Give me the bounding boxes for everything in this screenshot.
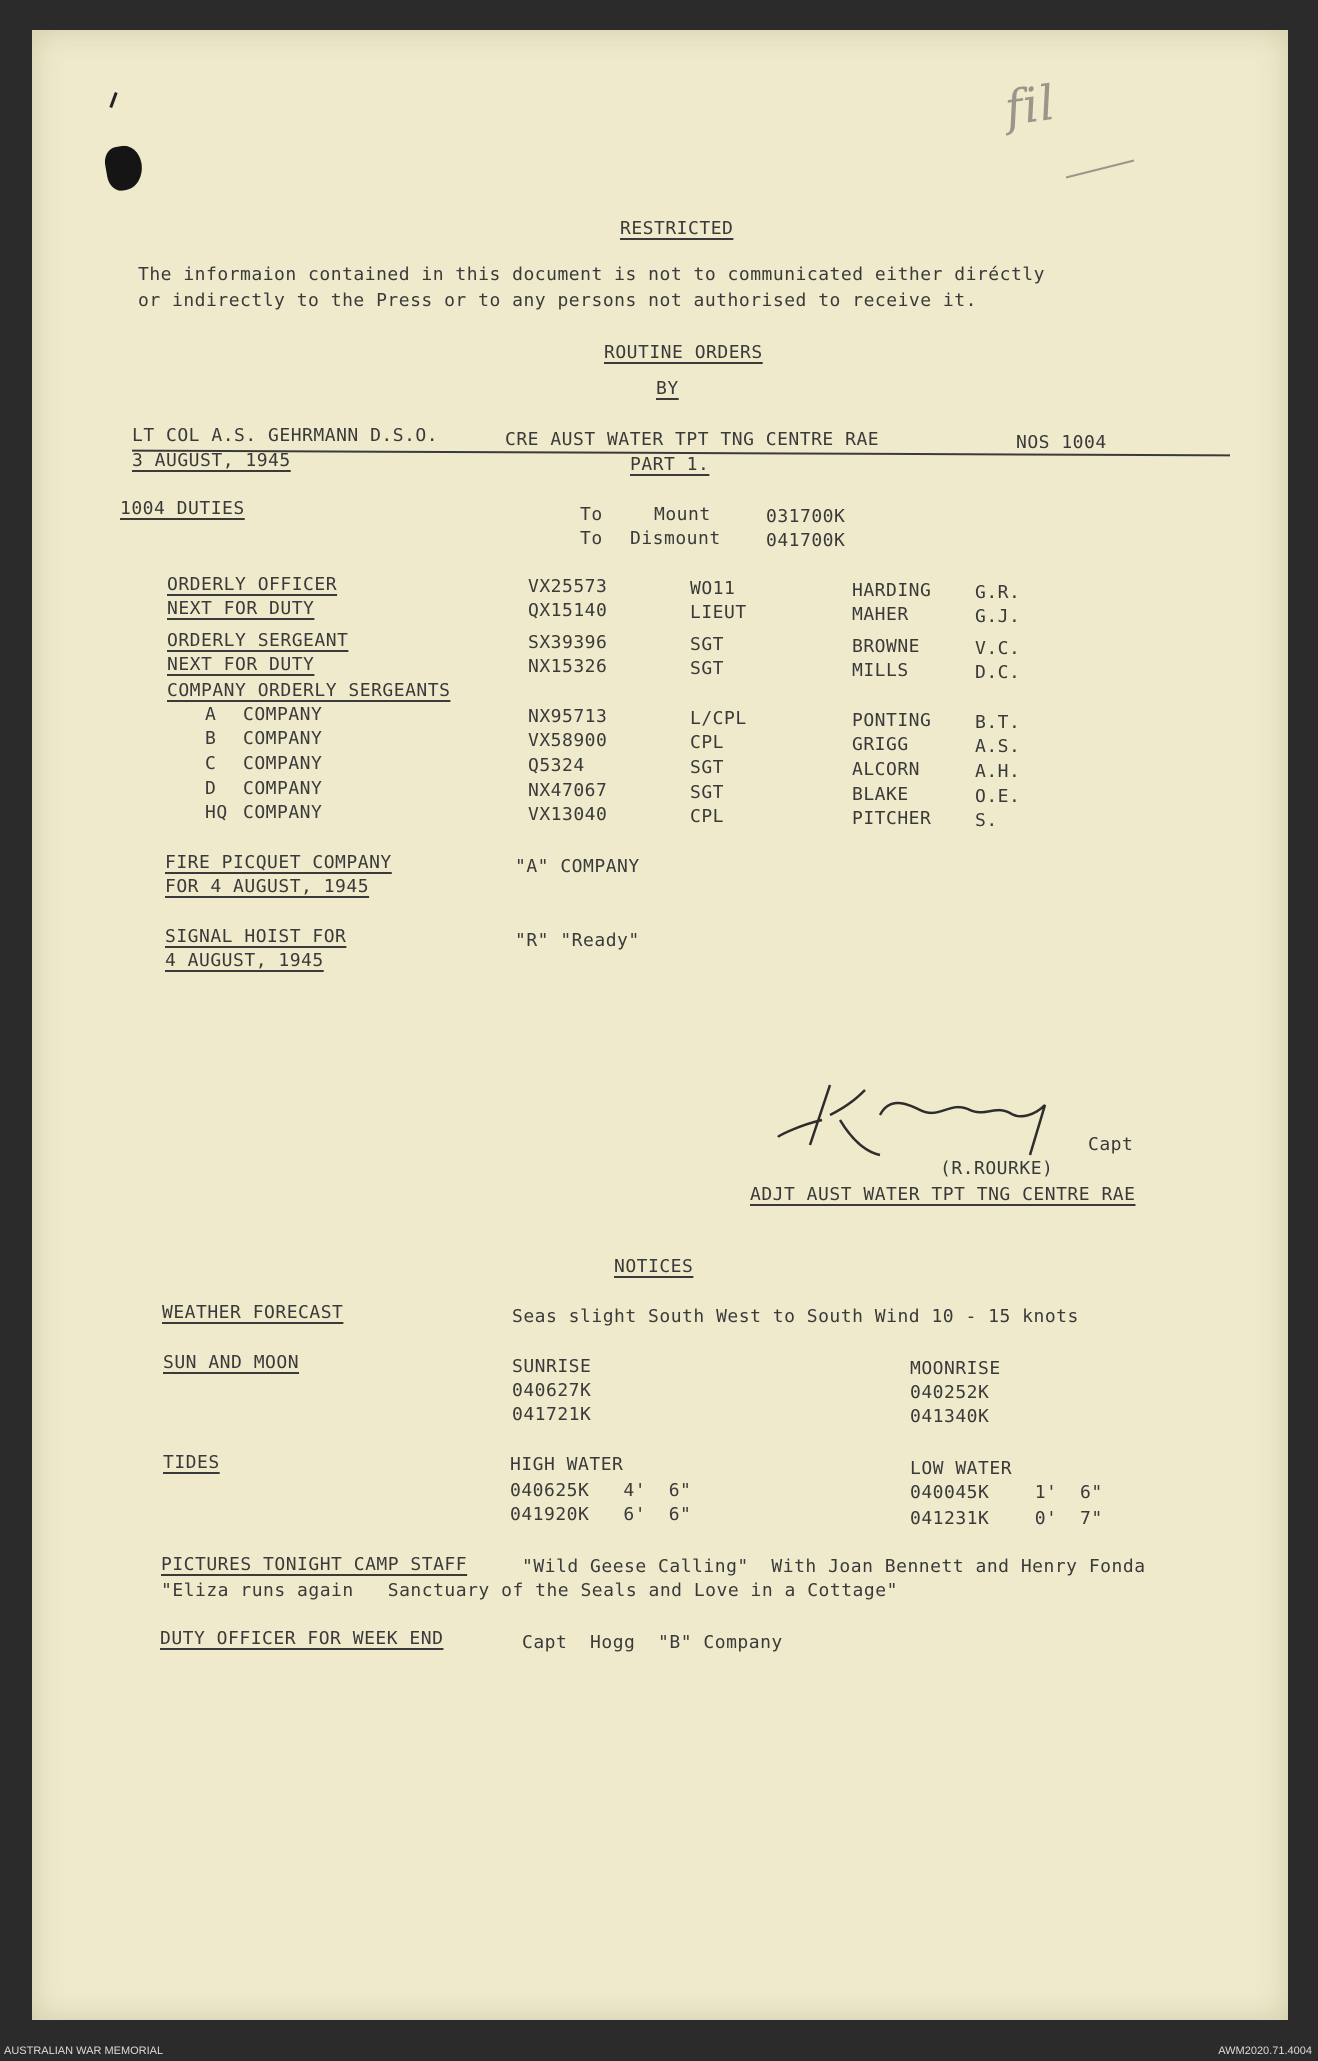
doc-title: ROUTINE ORDERS [604, 342, 763, 363]
high-water-2: 041920K 6' 6" [510, 1504, 692, 1525]
fire-picquet-label: FIRE PICQUET COMPANY [165, 852, 392, 873]
weather-label: WEATHER FORECAST [162, 1302, 344, 1323]
mount-label: Mount [654, 504, 711, 525]
moonrise-time-1: 040252K [910, 1382, 990, 1403]
surname: MILLS [852, 660, 909, 681]
company-label: COMPANY [243, 704, 323, 725]
company-label: COMPANY [243, 778, 323, 799]
company-label: COMPANY [243, 728, 323, 749]
notice-line-2: or indirectly to the Press or to any persons not authorised to receive it. [138, 290, 977, 311]
mount-time: 031700K [766, 506, 846, 527]
service-number: SX39396 [528, 632, 608, 653]
service-number: VX13040 [528, 804, 608, 825]
initials: A.H. [975, 761, 1021, 782]
fire-picquet-date: FOR 4 AUGUST, 1945 [165, 876, 370, 897]
moonrise-label: MOONRISE [910, 1358, 1001, 1379]
service-number: VX58900 [528, 730, 608, 751]
company-letter: A [205, 704, 217, 725]
signal-hoist-value: "R" "Ready" [515, 930, 640, 951]
company-label: COMPANY [243, 802, 323, 823]
sunrise-label: SUNRISE [512, 1356, 592, 1377]
initials: O.E. [975, 786, 1021, 807]
footer-accession: AWM2020.71.4004 [1218, 2045, 1312, 2057]
signatory-title: ADJT AUST WATER TPT TNG CENTRE RAE [750, 1184, 1136, 1205]
notice-line-1: The informaion contained in this document is not to communicated either diréctly [138, 264, 1045, 285]
initials: G.R. [975, 582, 1021, 603]
surname: HARDING [852, 580, 932, 601]
high-water-label: HIGH WATER [510, 1454, 624, 1475]
rank: SGT [690, 634, 725, 655]
rank: CPL [690, 806, 725, 827]
duty-officer-value: Capt Hogg "B" Company [522, 1632, 783, 1653]
signatory-name: (R.ROURKE) [940, 1158, 1054, 1179]
duties-heading: 1004 DUTIES [120, 498, 245, 519]
signal-hoist-date: 4 AUGUST, 1945 [165, 950, 324, 971]
low-water-label: LOW WATER [910, 1458, 1013, 1479]
company-letter: D [205, 778, 217, 799]
rank: LIEUT [690, 602, 747, 623]
dismount-to: To [580, 528, 603, 549]
part-label: PART 1. [630, 454, 710, 475]
service-number: NX47067 [528, 780, 608, 801]
company-label: COMPANY [243, 753, 323, 774]
initials: A.S. [975, 736, 1021, 757]
sunrise-time-1: 040627K [512, 1380, 592, 1401]
notices-heading: NOTICES [614, 1256, 694, 1277]
footer-archive: AUSTRALIAN WAR MEMORIAL [4, 2045, 164, 2057]
issuer: LT COL A.S. GEHRMANN D.S.O. [132, 425, 439, 446]
rank: SGT [690, 658, 725, 679]
service-number: NX95713 [528, 706, 608, 727]
pictures-label: PICTURES TONIGHT CAMP STAFF [161, 1554, 468, 1575]
tides-label: TIDES [163, 1452, 220, 1473]
company-letter: HQ [205, 802, 228, 823]
handwritten-note: fil [1001, 74, 1059, 138]
high-water-1: 040625K 4' 6" [510, 1480, 692, 1501]
moonrise-time-2: 041340K [910, 1406, 990, 1427]
rank: L/CPL [690, 708, 747, 729]
duty-role: ORDERLY OFFICER [167, 574, 338, 595]
fire-picquet-value: "A" COMPANY [515, 856, 640, 877]
surname: ALCORN [852, 759, 921, 780]
pictures-line-1: "Wild Geese Calling" With Joan Bennett and Henry Fonda [522, 1556, 1146, 1577]
signal-hoist-label: SIGNAL HOIST FOR [165, 926, 347, 947]
surname: PITCHER [852, 808, 932, 829]
company-letter: C [205, 753, 217, 774]
surname: BLAKE [852, 784, 909, 805]
order-date: 3 AUGUST, 1945 [132, 450, 291, 471]
signatory-rank: Capt [1088, 1134, 1134, 1155]
sun-moon-label: SUN AND MOON [163, 1352, 300, 1373]
surname: MAHER [852, 604, 909, 625]
initials: B.T. [975, 712, 1021, 733]
duty-role: ORDERLY SERGEANT [167, 630, 349, 651]
handwritten-signature [770, 1075, 1130, 1165]
order-number: NOS 1004 [1016, 432, 1107, 453]
duty-role: NEXT FOR DUTY [167, 654, 315, 675]
surname: PONTING [852, 710, 932, 731]
surname: GRIGG [852, 734, 909, 755]
mount-to: To [580, 504, 603, 525]
rank: SGT [690, 782, 725, 803]
doc-by: BY [656, 378, 679, 399]
sunrise-time-2: 041721K [512, 1404, 592, 1425]
rank: CPL [690, 732, 725, 753]
classification: RESTRICTED [620, 218, 734, 239]
company-sergeants-heading: COMPANY ORDERLY SERGEANTS [167, 680, 451, 701]
initials: V.C. [975, 638, 1021, 659]
duty-officer-label: DUTY OFFICER FOR WEEK END [160, 1628, 444, 1649]
initials: S. [975, 810, 998, 831]
low-water-2: 041231K 0' 7" [910, 1508, 1103, 1529]
dismount-label: Dismount [630, 528, 721, 549]
service-number: Q5324 [528, 755, 585, 776]
service-number: VX25573 [528, 576, 608, 597]
company-letter: B [205, 728, 217, 749]
unit: CRE AUST WATER TPT TNG CENTRE RAE [505, 429, 880, 450]
initials: D.C. [975, 662, 1021, 683]
rank: WO11 [690, 578, 736, 599]
rank: SGT [690, 757, 725, 778]
dismount-time: 041700K [766, 530, 846, 551]
document-page [32, 30, 1288, 2020]
service-number: QX15140 [528, 600, 608, 621]
low-water-1: 040045K 1' 6" [910, 1482, 1103, 1503]
surname: BROWNE [852, 636, 921, 657]
service-number: NX15326 [528, 656, 608, 677]
duty-role: NEXT FOR DUTY [167, 598, 315, 619]
initials: G.J. [975, 606, 1021, 627]
weather-value: Seas slight South West to South Wind 10 - 15 knots [512, 1306, 1079, 1327]
pictures-line-2: "Eliza runs again Sanctuary of the Seals and Love in a Cottage" [161, 1580, 898, 1601]
